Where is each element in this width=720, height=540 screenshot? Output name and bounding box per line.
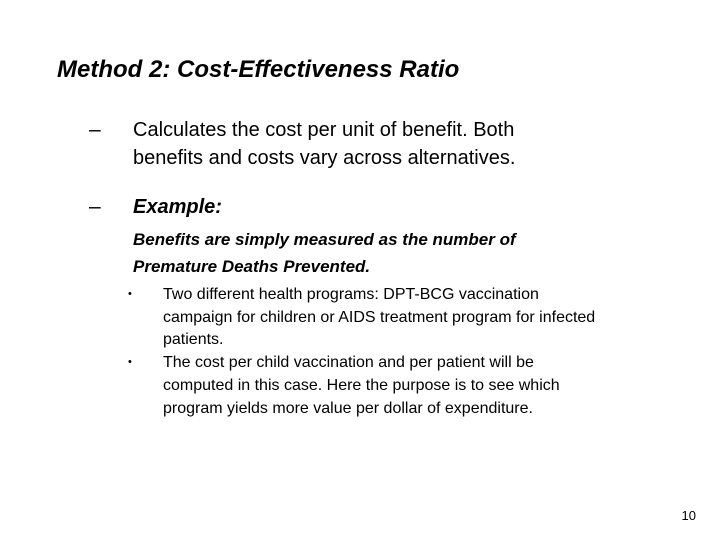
- subpoint-1-line-2: campaign for children or AIDS treatment program for infected: [163, 309, 596, 326]
- bullet-marker-1: •: [128, 288, 132, 300]
- dash-marker-1: –: [89, 118, 101, 141]
- subpoint-2-line-2: computed in this case. Here the purpose is to see which: [163, 377, 560, 394]
- point-1-line-2: benefits and costs vary across alternatives.: [133, 147, 516, 169]
- example-note-line-2: Premature Deaths Prevented.: [133, 257, 371, 276]
- slide-title: Method 2: Cost-Effectiveness Ratio: [57, 56, 460, 83]
- subpoint-2-line-1: The cost per child vaccination and per patient will be: [163, 354, 534, 371]
- example-note-line-1: Benefits are simply measured as the number of: [133, 230, 516, 249]
- bullet-marker-2: •: [128, 356, 132, 368]
- point-1-line-1: Calculates the cost per unit of benefit. Both: [133, 119, 515, 141]
- subpoint-2-line-3: program yields more value per dollar of expenditure.: [163, 400, 533, 417]
- subpoint-1-line-1: Two different health programs: DPT-BCG vaccination: [163, 286, 539, 303]
- slide-number: 10: [681, 508, 696, 523]
- example-heading: Example:: [133, 196, 222, 218]
- dash-marker-2: –: [89, 195, 101, 218]
- subpoint-1-line-3: patients.: [163, 331, 224, 348]
